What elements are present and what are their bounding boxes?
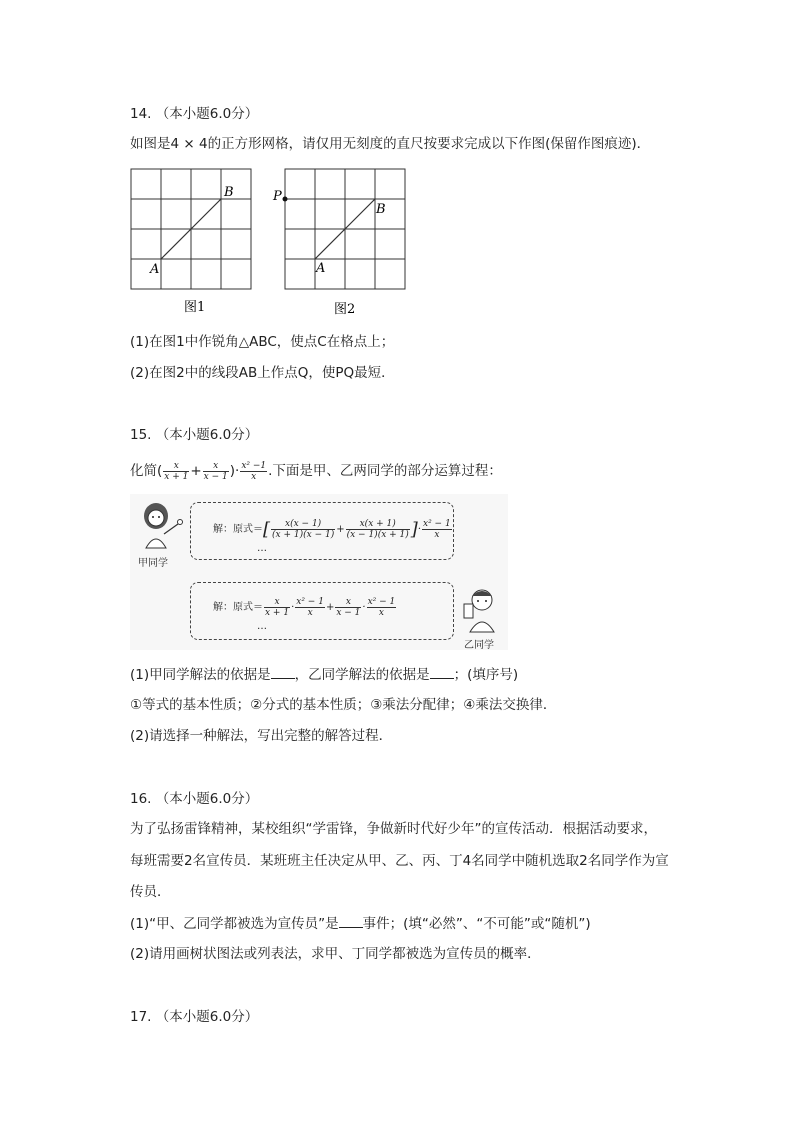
answer-blank-a bbox=[271, 664, 295, 679]
q16-part1-text-a: (1)“甲、乙同学都被选为宣传员”是 bbox=[130, 916, 339, 932]
close-paren: )· bbox=[229, 463, 240, 479]
solution-illustration bbox=[130, 494, 508, 650]
solution-box-a bbox=[190, 502, 454, 560]
sol-b-prefix: 解：原式＝ bbox=[213, 602, 263, 613]
q15-part1-text-b: ，乙同学解法的依据是 bbox=[294, 667, 430, 683]
q15-frac-1: $\frac{x}{x + 1}$ bbox=[164, 460, 189, 482]
q15-part1-text-a: (1)甲同学解法的依据是 bbox=[130, 667, 271, 683]
q16-line-3: 传员． bbox=[130, 884, 171, 900]
solution-b-expr: 解：原式＝ $\frac{x}{x + 1}$ · $\frac{\text{x² − 1}}{x}$ + $\frac{x}{x - 1}$ · $\frac{\text{x² − 1}}{x}$ bbox=[213, 597, 396, 618]
sol-a-frac-2: $\frac{x(x + 1)}{(x - 1)(x + 1)}$ bbox=[346, 519, 409, 540]
q14-figure-2 bbox=[270, 165, 410, 325]
plus-sign: + bbox=[190, 463, 202, 479]
solution-box-b bbox=[190, 582, 454, 640]
caption-fig-1: 图1 bbox=[184, 300, 206, 315]
q15-frac-3: $\frac{\text{x² −1}}{x}$ bbox=[241, 460, 267, 482]
sol-b-frac-4: $\frac{\text{x² − 1}}{x}$ bbox=[367, 597, 396, 618]
sol-a-ellipsis: … bbox=[257, 543, 267, 554]
point-p bbox=[283, 197, 288, 202]
caption-fig-2: 图2 bbox=[334, 302, 356, 317]
sol-a-prefix: 解：原式＝ bbox=[213, 524, 263, 535]
q15-header: 15. （本小题6.0分） bbox=[130, 427, 259, 443]
q16-part1-text-b: 事件；(填“必然”、“不可能”或“随机”) bbox=[362, 916, 591, 932]
q16-part1 bbox=[130, 913, 591, 934]
bracket-close: ] bbox=[410, 519, 418, 540]
label-a-2: A bbox=[316, 261, 326, 276]
q15-part2: (2)请选择一种解法，写出完整的解答过程． bbox=[130, 728, 393, 744]
student-a-illustration bbox=[136, 500, 188, 550]
q14-figure-1 bbox=[125, 165, 260, 320]
q15-frac-2: $\frac{x}{x - 1}$ bbox=[203, 460, 228, 482]
answer-blank-c bbox=[339, 913, 363, 928]
label-a-1: A bbox=[150, 262, 160, 277]
sol-a-frac-1: $\frac{x(x - 1)}{(x + 1)(x - 1)}$ bbox=[272, 519, 335, 540]
q16-part2: (2)请用画树状图法或列表法，求甲、丁同学都被选为宣传员的概率． bbox=[130, 946, 541, 962]
sol-a-frac-3: $\frac{\text{x² − 1}}{x}$ bbox=[423, 519, 451, 540]
q15-stem-post: .下面是甲、乙两同学的部分运算过程： bbox=[268, 463, 502, 479]
q15-stem-pre: 化简( bbox=[130, 463, 163, 479]
q14-part2: (2)在图2中的线段AB上作点Q，使PQ最短． bbox=[130, 365, 395, 381]
sol-b-frac-2: $\frac{\text{x² − 1}}{x}$ bbox=[296, 597, 324, 618]
q15-part1-text-c: ；(填序号) bbox=[453, 667, 519, 683]
label-b-1: B bbox=[224, 185, 234, 200]
bracket-open: [ bbox=[263, 519, 271, 540]
label-b-2: B bbox=[376, 202, 386, 217]
q14-part1: (1)在图1中作锐角△ABC，使点C在格点上； bbox=[130, 334, 395, 350]
q15-part1 bbox=[130, 664, 518, 685]
answer-blank-b bbox=[430, 664, 454, 679]
student-b-illustration bbox=[460, 586, 504, 634]
student-a-label: 甲同学 bbox=[138, 558, 168, 569]
q14-stem: 如图是4 × 4的正方形网格，请仅用无刻度的直尺按要求完成以下作图(保留作图痕迹)． bbox=[130, 136, 651, 152]
q15-options: ①等式的基本性质；②分式的基本性质；③乘法分配律；④乘法交换律． bbox=[130, 697, 557, 713]
q16-line-2: 每班需要2名宣传员．某班班主任决定从甲、乙、丙、丁4名同学中随机选取2名同学作为宣 bbox=[130, 853, 669, 869]
sol-b-frac-3: $\frac{x}{x - 1}$ bbox=[336, 597, 361, 618]
sol-b-ellipsis: … bbox=[257, 621, 267, 632]
sol-b-frac-1: $\frac{x}{x + 1}$ bbox=[265, 597, 290, 618]
q16-line-1: 为了弘扬雷锋精神，某校组织“学雷锋，争做新时代好少年”的宣传活动．根据活动要求， bbox=[130, 821, 657, 837]
q15-stem bbox=[130, 456, 502, 486]
solution-a-expr: 解：原式＝[ $\frac{x(x - 1)}{(x + 1)(x - 1)}$ + $\frac{x(x + 1)}{(x - 1)(x + 1)}$ ]· $\frac{\text{x² − 1}}{x}$ bbox=[213, 519, 451, 540]
label-p: P bbox=[273, 189, 282, 204]
q16-header: 16. （本小题6.0分） bbox=[130, 791, 259, 807]
q14-header: 14. （本小题6.0分） bbox=[130, 106, 259, 122]
q17-header: 17. （本小题6.0分） bbox=[130, 1009, 259, 1025]
student-b-label: 乙同学 bbox=[464, 640, 494, 651]
